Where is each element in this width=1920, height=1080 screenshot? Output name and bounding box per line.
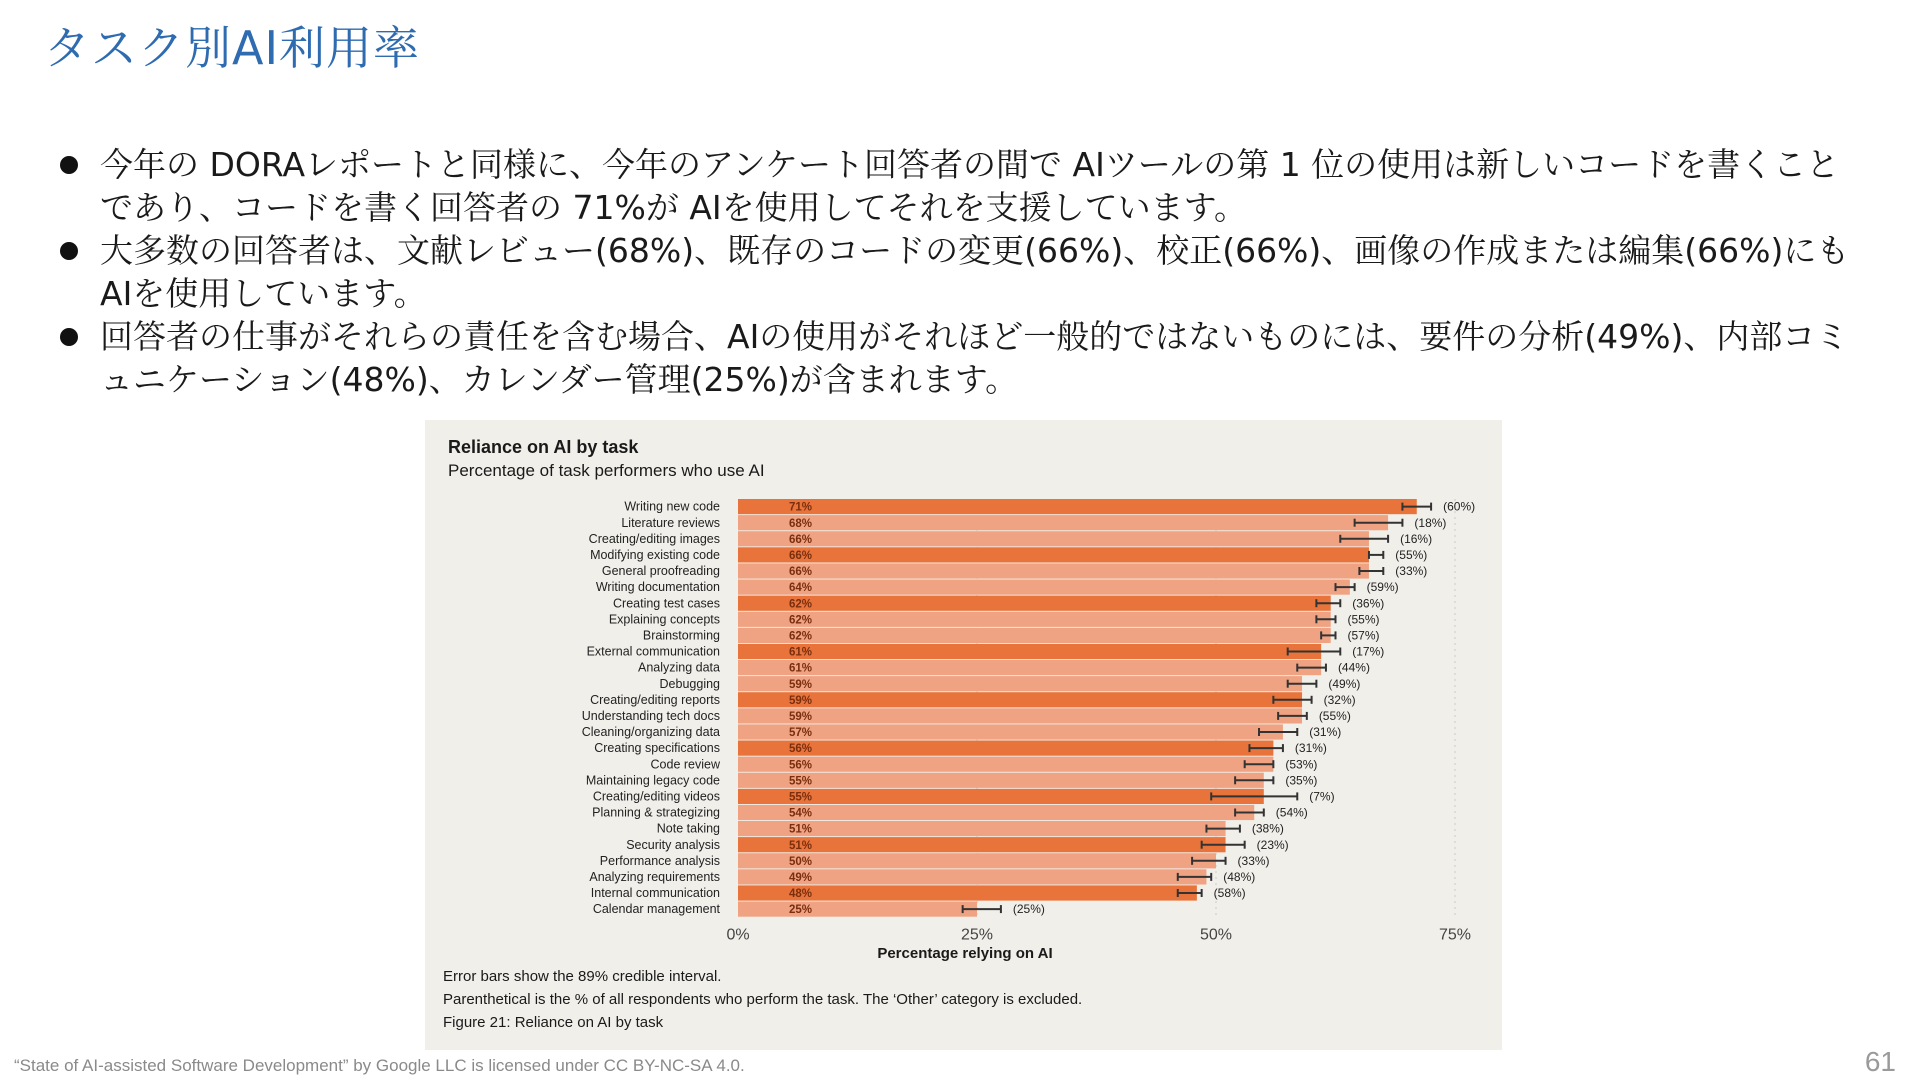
chart-bar [738,644,1321,659]
chart-bar [738,580,1350,595]
chart-x-tick-label: 50% [1199,926,1233,944]
chart-value-label: 59% [789,711,813,723]
chart-category-label: Planning & strategizing [592,805,720,820]
chart-respondent-share-label: (48%) [1223,870,1256,884]
chart-figure-caption: Figure 21: Reliance on AI by task [443,1014,664,1031]
chart-category-label: Security analysis [626,837,720,852]
chart-value-label: 66% [789,533,813,546]
chart-bar [738,692,1302,707]
chart-value-label: 62% [789,630,813,643]
chart-respondent-share-label: (33%) [1395,564,1428,579]
chart-category-label: Creating test cases [613,596,720,611]
chart-value-label: 50% [789,855,813,868]
chart-value-label: 66% [789,566,813,579]
chart-category-label: Writing documentation [595,580,720,595]
chart-bar [738,902,977,917]
chart-bar [738,547,1369,562]
chart-bar [738,531,1369,546]
bullet-text: 今年の DORAレポートと同様に、今年のアンケート回答者の間で AIツールの第 1 位の使用は新しいコードを書くことであり、コードを書く回答者の 71%が AIを使用してそれを支援しています。 [100,145,1840,227]
chart-category-label: Analyzing requirements [589,870,720,884]
chart-value-label: 59% [789,678,813,691]
chart-respondent-share-label: (54%) [1275,805,1308,820]
chart-respondent-share-label: (33%) [1237,853,1270,868]
bullet-dot-icon [60,242,78,260]
chart-x-tick-label: 25% [960,926,994,944]
chart-category-label: Creating/editing images [588,531,720,546]
chart-category-label: General proofreading [601,564,720,579]
chart-value-label: 25% [789,904,813,917]
chart-category-label: External communication [586,644,720,659]
chart-value-label: 66% [789,550,813,562]
chart-category-label: Debugging [659,676,720,691]
chart-category-label: Modifying existing code [590,548,720,562]
chart-respondent-share-label: (49%) [1328,676,1361,691]
chart-respondent-share-label: (59%) [1366,580,1399,595]
page-number: 61 [1864,1046,1896,1077]
chart-value-label: 49% [789,872,813,884]
chart-respondent-share-label: (55%) [1318,709,1351,723]
chart-value-label: 55% [789,791,813,804]
chart-bar [738,773,1264,788]
chart-x-tick-label: 0% [726,926,750,944]
chart-respondent-share-label: (17%) [1352,644,1385,659]
chart-category-label: Brainstorming [642,628,720,643]
chart-category-label: Maintaining legacy code [585,773,720,788]
chart-category-label: Analyzing data [637,660,720,675]
bullet-list [58,143,1858,401]
reliance-chart [425,420,1502,1050]
chart-respondent-share-label: (60%) [1443,499,1476,514]
bullet-item [58,229,1858,315]
chart-value-label: 59% [789,694,813,707]
chart-bar [738,563,1369,578]
chart-respondent-share-label: (36%) [1352,596,1385,611]
chart-respondent-share-label: (44%) [1337,660,1370,675]
bullet-text: 回答者の仕事がそれらの責任を含む場合、AIの使用がそれほど一般的ではないものには、要件の分析(49%)、内部コミュニケーション(48%)、カレンダー管理(25%)が含まれます。 [100,317,1849,399]
chart-bar [738,628,1331,643]
chart-subtitle: Percentage of task performers who use AI [448,461,765,480]
chart-respondent-share-label: (58%) [1213,886,1246,901]
chart-value-label: 55% [789,775,813,788]
chart-note-error-bars: Error bars show the 89% credible interval. [443,968,722,985]
chart-bar [738,708,1302,723]
chart-bar [738,596,1331,611]
chart-respondent-share-label: (31%) [1309,725,1342,740]
chart-value-label: 64% [789,582,813,595]
chart-value-label: 51% [789,823,813,836]
chart-bar [738,499,1417,514]
chart-bar [738,757,1273,772]
chart-bar [738,724,1283,739]
chart-value-label: 56% [789,759,813,772]
chart-category-label: Note taking [656,821,720,836]
chart-value-label: 61% [789,662,813,675]
chart-x-axis [726,927,1471,944]
chart-note-parenthetical: Parenthetical is the % of all respondents who perform the task. The ‘Other’ category is excluded. [443,991,1083,1008]
chart-value-label: 57% [789,727,813,740]
chart-category-label: Writing new code [624,499,720,514]
chart-x-axis-label: Percentage relying on AI [877,945,1053,962]
chart-category-label: Understanding tech docs [581,709,720,723]
chart-respondent-share-label: (25%) [1012,902,1045,917]
chart-category-label: Creating/editing videos [592,789,720,804]
chart-bar [738,676,1302,691]
chart-respondent-share-label: (35%) [1285,773,1318,788]
chart-respondent-share-label: (16%) [1400,531,1433,546]
chart-category-label: Performance analysis [599,853,720,868]
chart-respondent-share-label: (53%) [1285,757,1318,772]
chart-category-label: Code review [650,757,720,772]
chart-bars [582,499,1475,917]
chart-bar [738,612,1331,627]
chart-value-label: 62% [789,614,813,627]
chart-respondent-share-label: (23%) [1256,837,1289,852]
chart-value-label: 51% [789,839,813,852]
chart-category-label: Calendar management [592,902,720,917]
chart-bar [738,789,1264,804]
chart-respondent-share-label: (7%) [1309,789,1335,804]
chart-value-label: 62% [789,598,813,611]
bullet-item [58,143,1858,229]
bullet-text: 大多数の回答者は、文献レビュー(68%)、既存のコードの変更(66%)、校正(66%)、画像の作成または編集(66%)にも AIを使用しています。 [100,231,1850,313]
chart-value-label: 54% [789,807,813,820]
chart-respondent-share-label: (32%) [1323,692,1356,707]
chart-value-label: 56% [789,743,813,756]
chart-value-label: 61% [789,646,813,659]
bullet-dot-icon [60,156,78,174]
bullet-item [58,315,1858,401]
chart-value-label: 68% [789,517,813,530]
chart-respondent-share-label: (38%) [1251,821,1284,836]
chart-bar [738,741,1273,756]
bullet-dot-icon [60,328,78,346]
chart-category-label: Internal communication [590,886,720,901]
chart-title: Reliance on AI by task [448,437,639,457]
chart-category-label: Cleaning/organizing data [581,725,720,740]
chart-respondent-share-label: (55%) [1395,548,1428,562]
chart-panel [425,420,1502,1050]
chart-category-label: Creating specifications [594,741,720,756]
chart-respondent-share-label: (31%) [1294,741,1327,756]
chart-respondent-share-label: (18%) [1414,515,1447,530]
slide-title: タスク別AI利用率 [44,21,421,75]
chart-category-label: Creating/editing reports [590,692,720,707]
chart-category-label: Literature reviews [621,515,720,530]
chart-bar [738,515,1388,530]
chart-bar [738,660,1321,675]
chart-respondent-share-label: (57%) [1347,628,1380,643]
chart-value-label: 71% [789,501,813,514]
chart-value-label: 48% [789,888,813,901]
chart-x-tick-label: 75% [1438,926,1472,944]
footer-credit: “State of AI-assisted Software Development” by Google LLC is licensed under CC BY-NC-SA 4.0. [14,1056,745,1075]
chart-respondent-share-label: (55%) [1347,612,1380,627]
chart-bar [738,805,1254,820]
chart-category-label: Explaining concepts [608,612,720,627]
